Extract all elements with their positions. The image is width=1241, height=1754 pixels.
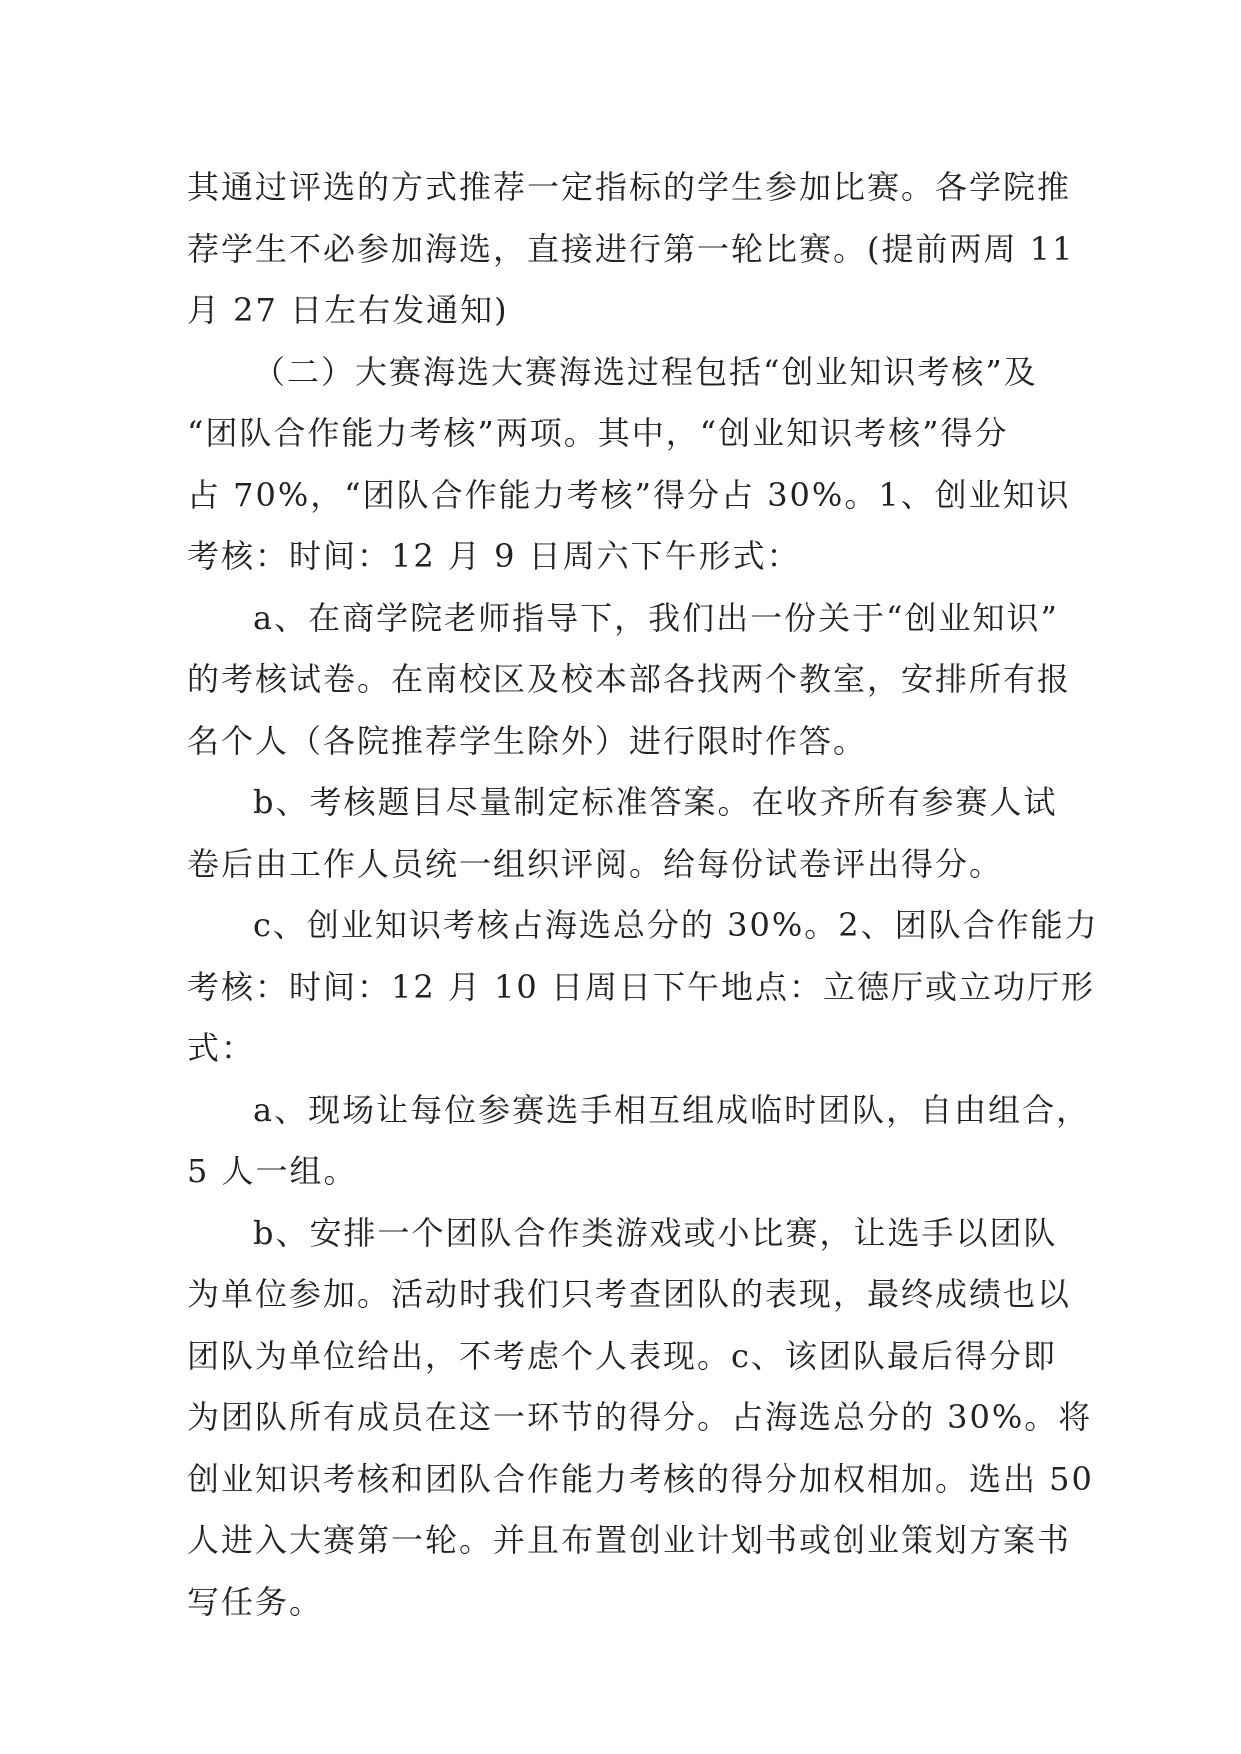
text-line: 5 人一组。 (187, 1152, 358, 1190)
text-line: 名个人（各院推荐学生除外）进行限时作答。 (187, 721, 868, 760)
text-line: 其通过评选的方式推荐一定指标的学生参加比赛。各学院推 (187, 168, 1072, 206)
text-line: “团队合作能力考核”两项。其中，“创业知识考核”得分 (187, 414, 1009, 452)
document-body (187, 157, 1099, 1633)
paragraph-start-line: a、在商学院老师指导下，我们出一份关于“创业知识” (253, 598, 1059, 637)
paragraph-start-line: a、现场让每位参赛选手相互组成临时团队，自由组合， (253, 1090, 1091, 1129)
text-line: 月 27 日左右发通知) (187, 291, 509, 329)
text-line: 为团队所有成员在这一环节的得分。占海选总分的 30%。将 (187, 1398, 1093, 1436)
text-line: 考核：时间：12 月 9 日周六下午形式： (187, 537, 801, 575)
text-line: 占 70%，“团队合作能力考核”得分占 30%。1、创业知识 (187, 475, 1071, 514)
paragraph-start-line: c、创业知识考核占海选总分的 30%。2、团队合作能力 (253, 906, 1099, 944)
paragraph-start-line: b、安排一个团队合作类游戏或小比赛，让选手以团队 (253, 1213, 1058, 1252)
paragraph-start-line: （二）大赛海选大赛海选过程包括“创业知识考核”及 (253, 352, 1038, 391)
text-line: 写任务。 (187, 1582, 324, 1621)
text-line: 创业知识考核和团队合作能力考核的得分加权相加。选出 50 (187, 1459, 1094, 1498)
text-line: 为单位参加。活动时我们只考查团队的表现，最终成绩也以 (187, 1275, 1072, 1313)
text-line: 的考核试卷。在南校区及校本部各找两个教室，安排所有报 (187, 660, 1072, 698)
text-line: 考核：时间：12 月 10 日周日下午地点：立德厅或立功厅形 (187, 967, 1095, 1006)
text-line: 团队为单位给出，不考虑个人表现。c、该团队最后得分即 (187, 1336, 1057, 1375)
text-line: 人进入大赛第一轮。并且布置创业计划书或创业策划方案书 (187, 1521, 1072, 1559)
paragraph-start-line: b、考核题目尽量制定标准答案。在收齐所有参赛人试 (253, 783, 1058, 821)
text-line: 卷后由工作人员统一组织评阅。给每份试卷评出得分。 (187, 844, 1004, 883)
text-line: 荐学生不必参加海选，直接进行第一轮比赛。(提前两周 11 (187, 229, 1075, 268)
text-line: 式： (187, 1029, 256, 1067)
